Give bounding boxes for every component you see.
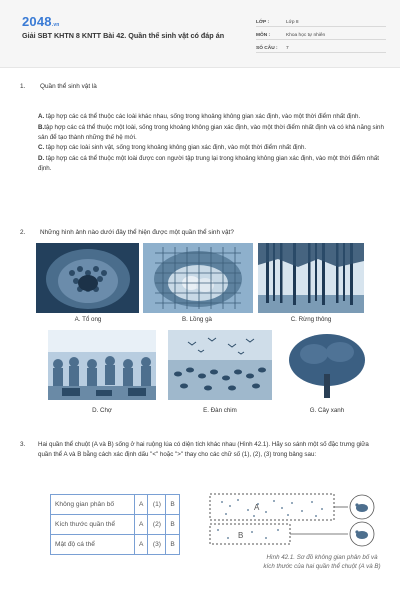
- figure-caption: Hình 42.1. Sơ đồ không gian phân bố và kích thước của hai quần thể chuột (A và B): [263, 554, 381, 570]
- answer-slot[interactable]: (2): [148, 515, 166, 535]
- cell-a: A: [135, 495, 148, 515]
- image-caption: B. Lồng gà: [182, 316, 212, 323]
- option-letter: D.: [38, 155, 45, 163]
- meta-value: Lớp 8: [286, 20, 299, 25]
- table-row: [51, 515, 180, 535]
- meta-value: 7: [286, 46, 289, 51]
- option-text: tập hợp các loài sinh vật, sống trong khoảng không gian xác định, vào một thời điểm nhất định.: [44, 144, 307, 152]
- question-1: [20, 82, 382, 91]
- option-b[interactable]: [38, 123, 384, 143]
- meta-row-subject: [256, 28, 386, 40]
- option-text: tập hợp các cá thể thuộc một loài được con người tập trung lại trong khoảng không gian xác định, vào một thời điểm nhất định.: [38, 155, 379, 172]
- image-caption: E. Đàn chim: [203, 407, 237, 414]
- table-row: [51, 495, 180, 515]
- option-letter: C.: [38, 144, 45, 152]
- question-prompt: Quần thể sinh vật là: [40, 83, 97, 90]
- logo-domain: .vn: [51, 22, 60, 28]
- option-c[interactable]: [38, 143, 384, 153]
- population-diagram: [208, 492, 384, 554]
- question-3-prompt: Hai quần thể chuột (A và B) sống ở hai ruộng lúa có diện tích khác nhau (Hình 42.1). Hãy so sánh một số đặc trưng giữa quần thể A và B bằng cách xác định dấu "<" hoặc ">" thay cho các chữ số (1), (2), (3) trong bảng sau:: [38, 441, 369, 458]
- beehive-photo: [36, 243, 139, 313]
- question-number: 1.: [20, 83, 26, 90]
- meta-key: SỐ CÂU :: [256, 46, 278, 51]
- meta-key: LỚP :: [256, 20, 270, 25]
- cell-b: B: [166, 495, 179, 515]
- question-2: [20, 228, 382, 237]
- meta-key: MÔN :: [256, 33, 271, 38]
- question-prompt: Những hình ảnh nào dưới đây thể hiện được một quần thể sinh vật?: [40, 229, 234, 236]
- table-row: [51, 535, 180, 555]
- cell-b: B: [166, 515, 179, 535]
- meta-row-class: [256, 15, 386, 27]
- cell-a: A: [135, 515, 148, 535]
- image-caption: G. Cây xanh: [309, 407, 345, 414]
- question-number: 2.: [20, 229, 26, 236]
- population-b-label: B: [238, 531, 244, 540]
- option-a[interactable]: [38, 112, 384, 122]
- option-d[interactable]: [38, 154, 384, 174]
- chicken-cage-photo: [143, 243, 253, 313]
- option-text: tập hợp các cá thể thuộc các loài khác nhau, sống trong khoảng không gian xác định, vào một thời điểm nhất định.: [44, 113, 361, 120]
- meta-panel: [256, 15, 386, 54]
- comparison-table: [50, 494, 180, 555]
- page-header: [0, 0, 400, 68]
- site-logo[interactable]: [22, 14, 60, 29]
- pine-forest-photo: [258, 243, 364, 313]
- answer-slot[interactable]: (1): [148, 495, 166, 515]
- option-letter: A.: [38, 113, 45, 120]
- option-letter: B.: [38, 123, 45, 131]
- green-tree-photo: [284, 330, 370, 402]
- document-title: Giải SBT KHTN 8 KNTT Bài 42. Quần thể sinh vật có đáp án: [22, 31, 225, 40]
- meta-value: Khoa học tự nhiên: [286, 33, 326, 38]
- question-number: 3.: [20, 441, 26, 448]
- image-caption: A. Tổ ong: [74, 316, 102, 323]
- population-a-label: A: [254, 503, 260, 512]
- image-caption: D. Chợ: [92, 407, 112, 414]
- row-label: Mật độ cá thể: [51, 535, 135, 555]
- row-label: Kích thước quần thể: [51, 515, 135, 535]
- cell-b: B: [166, 535, 179, 555]
- answer-slot[interactable]: (3): [148, 535, 166, 555]
- row-label: Không gian phân bố: [51, 495, 135, 515]
- meta-row-count: [256, 41, 386, 53]
- bird-flock-photo: [168, 330, 272, 400]
- option-text: tập hợp các cá thể thuộc một loài, sống trong khoảng không gian xác định, vào một thời điểm nhất định và có khả năng sinh sản để tạo thành những thế hệ mới.: [38, 123, 384, 141]
- answer-options: [38, 112, 384, 174]
- image-caption: C. Rừng thông: [290, 316, 332, 323]
- logo-text: 2048: [22, 14, 52, 29]
- cell-a: A: [135, 535, 148, 555]
- market-photo: [48, 330, 156, 400]
